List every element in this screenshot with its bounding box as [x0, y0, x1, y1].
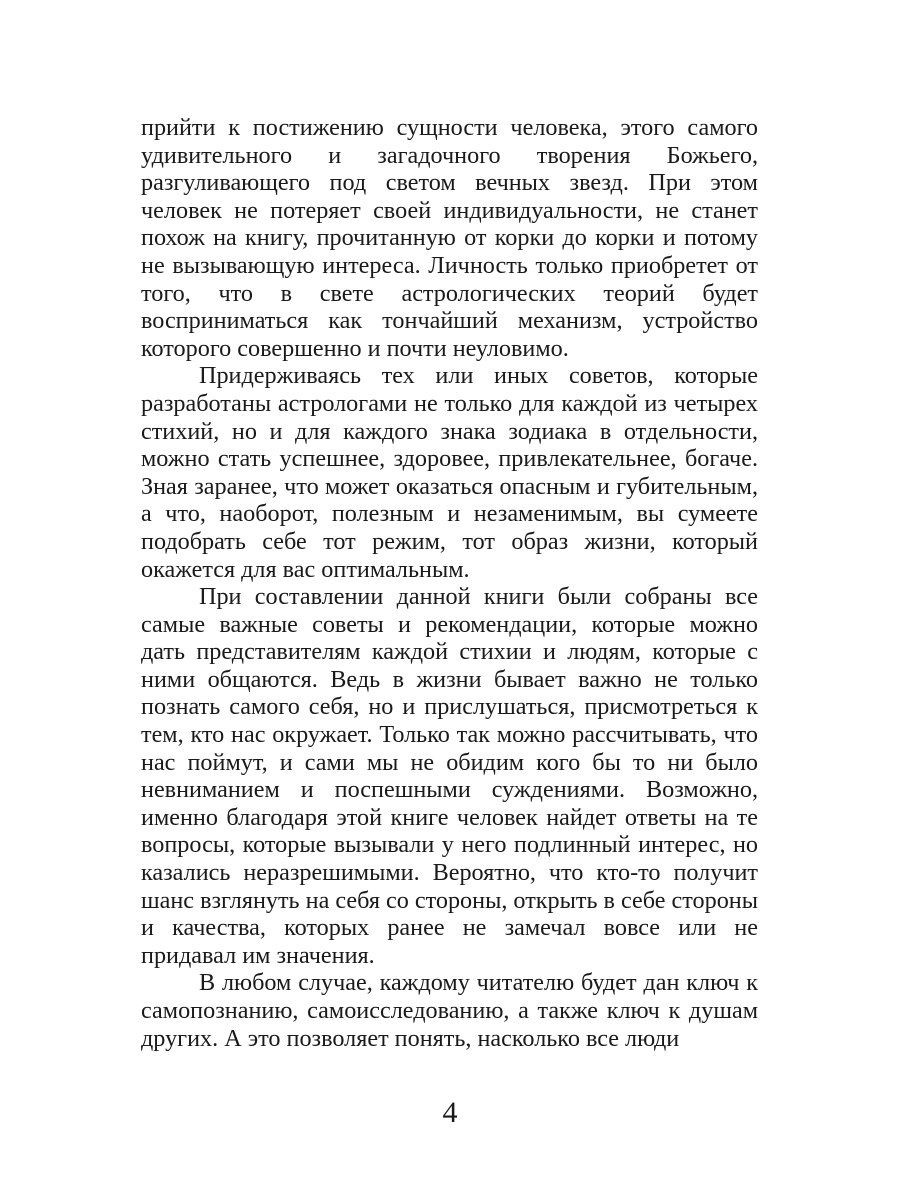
page-number: 4	[442, 1096, 458, 1129]
paragraph-book-composition: При составлении данной книги были собраны все самые важные советы и рекомендации, которые можно дать представителям каждой стихии и людям, которые с ними общаются. Ведь в жизни бывает важно не только познать самого себя, но и прислушаться, присмотреться к тем, кто нас окружает. Только так можно рассчитывать, что нас поймут, и сами мы не обидим кого бы то ни было невниманием и поспешными суждениями. Возможно, именно благодаря этой книге человек найдет ответы на те вопросы, которые вызывали у него подлинный интерес, но казались неразрешимыми. Вероятно, что кто-то получит шанс взглянуть на себя со стороны, открыть в себе стороны и качества, которых ранее не замечал вовсе или не придавал им значения.	[141, 583, 758, 969]
paragraph-continuation: прийти к постижению сущности человека, этого самого удивительного и загадочного творения Божьего, разгуливающего под светом вечных звезд. При этом человек не потеряет своей индивидуальности, не станет похож на книгу, прочитанную от корки до корки и потому не вызывающую интереса. Личность только приобретет от того, что в свете астрологических теорий будет восприниматься как тончайший механизм, устройство которого совершенно и почти неуловимо.	[141, 114, 758, 362]
paragraph-advice: Придерживаясь тех или иных советов, которые разработаны астрологами не только для каждой из четырех стихий, но и для каждого знака зодиака в отдельности, можно стать успешнее, здоровее, привлекательнее, богаче. Зная заранее, что может оказаться опасным и губительным, а что, наоборот, полезным и незаменимым, вы сумеете подобрать себе тот режим, тот образ жизни, который окажется для вас оптимальным.	[141, 362, 758, 583]
paragraph-key: В любом случае, каждому читателю будет дан ключ к самопознанию, самоисследованию, а также ключ к душам других. А это позволяет понять, насколько все люди	[141, 969, 758, 1052]
body-text	[141, 114, 758, 1052]
